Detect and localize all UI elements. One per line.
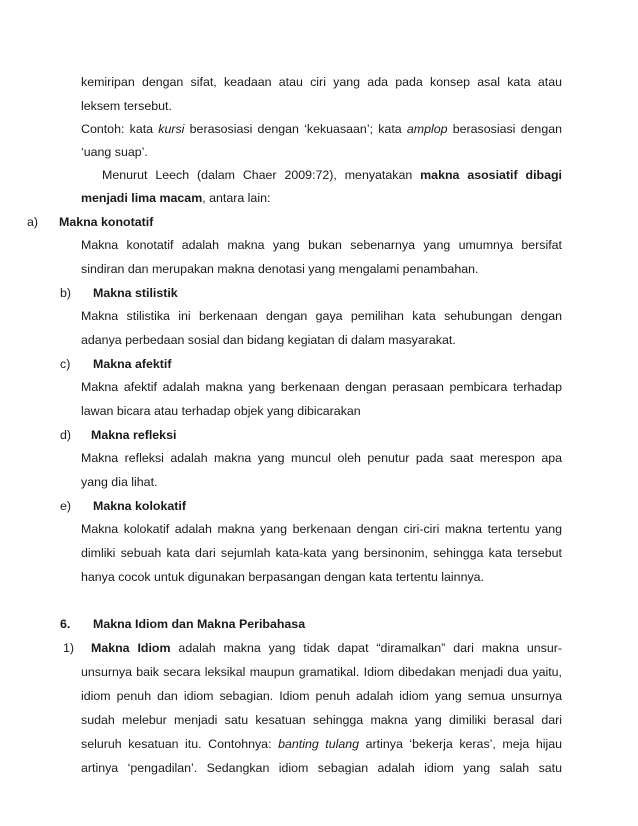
paragraph-line: sudah melebur menjadi satu kesatuan sehingga makna yang dimiliki berasal dari [81, 713, 562, 727]
text-run: berasosiasi dengan ‘kekuasaan’; kata [184, 122, 407, 136]
example-word-amplop: amplop [406, 122, 448, 136]
paragraph-line: lawan bicara atau terhadap objek yang dibicarakan [81, 404, 361, 418]
paragraph-line: hanya cocok untuk digunakan berpasangan dengan kata tertentu lainnya. [81, 570, 484, 584]
list-marker: a) [27, 215, 39, 229]
example-word-kursi: kursi [158, 122, 185, 136]
text-run: , antara lain: [202, 191, 271, 205]
paragraph-line: adanya perbedaan sosial dan bidang kegiatan di dalam masyarakat. [81, 333, 456, 347]
paragraph-line: yang dia lihat. [81, 475, 158, 489]
list-marker: b) [60, 286, 72, 300]
paragraph-line: Makna konotatif adalah makna yang bukan sebenarnya yang umumnya bersifat [81, 238, 562, 252]
paragraph-line: leksem tersebut. [81, 99, 172, 113]
text-run: Contoh: kata [81, 122, 159, 136]
paragraph-line: artinya ‘pengadilan’. Sedangkan idiom sebagian adalah idiom yang salah satu [81, 761, 562, 775]
text-run: artinya ‘bekerja keras’, meja hijau [359, 737, 563, 751]
paragraph-line: idiom penuh dan idiom sebagian. Idiom penuh adalah idiom yang semua unsurnya [81, 689, 562, 703]
paragraph-line: unsurnya baik secara leksikal maupun gramatikal. Idiom dibedakan menjadi dua yaitu, [81, 665, 562, 679]
text-run: berasosiasi dengan [447, 122, 562, 136]
paragraph-line [81, 190, 270, 206]
bold-phrase: menjadi lima macam [81, 191, 203, 205]
list-marker: e) [60, 499, 72, 513]
section-heading: Makna stilistik [93, 286, 178, 300]
section-title: Makna Idiom dan Makna Peribahasa [93, 617, 306, 631]
bold-phrase: makna asosiatif dibagi [420, 168, 562, 182]
paragraph-line: Makna afektif adalah makna yang berkenaan dengan perasaan pembicara terhadap [81, 380, 562, 394]
paragraph-line: Makna refleksi adalah makna yang muncul oleh penutur pada saat merespon apa [81, 451, 562, 465]
section-number: 6. [60, 617, 71, 631]
list-marker: 1) [63, 641, 75, 655]
paragraph-line [102, 167, 562, 183]
text-run: seluruh kesatuan itu. Contohnya: [81, 737, 279, 751]
paragraph-line: sindiran dan merupakan makna denotasi yang mengalami penambahan. [81, 262, 479, 276]
paragraph-line: Makna stilistika ini berkenaan dengan gaya pemilihan kata sehubungan dengan [81, 309, 562, 323]
bold-term: Makna Idiom [91, 641, 171, 655]
idiom-example: banting tulang [278, 737, 360, 751]
paragraph-line: Makna kolokatif adalah makna yang berkenaan dengan ciri-ciri makna tertentu yang [81, 522, 562, 536]
text-run: adalah makna yang tidak dapat “diramalkan” dari makna unsur- [170, 641, 562, 655]
section-heading: Makna refleksi [91, 428, 177, 442]
section-heading: Makna kolokatif [93, 499, 186, 513]
section-heading: Makna afektif [93, 357, 172, 371]
paragraph-line: dimliki sebuah kata dari sejumlah kata-kata yang bersinonim, sehingga kata tersebut [81, 546, 562, 560]
list-marker: d) [60, 428, 72, 442]
text-run: Menurut Leech (dalam Chaer 2009:72), menyatakan [102, 168, 421, 182]
example-line [81, 121, 562, 137]
paragraph-line [81, 736, 562, 752]
section-heading: Makna konotatif [59, 215, 154, 229]
paragraph-line [91, 640, 562, 656]
paragraph-line: kemiripan dengan sifat, keadaan atau ciri yang ada pada konsep asal kata atau [81, 75, 562, 89]
list-marker: c) [60, 357, 71, 371]
example-line: ‘uang suap’. [81, 145, 148, 159]
